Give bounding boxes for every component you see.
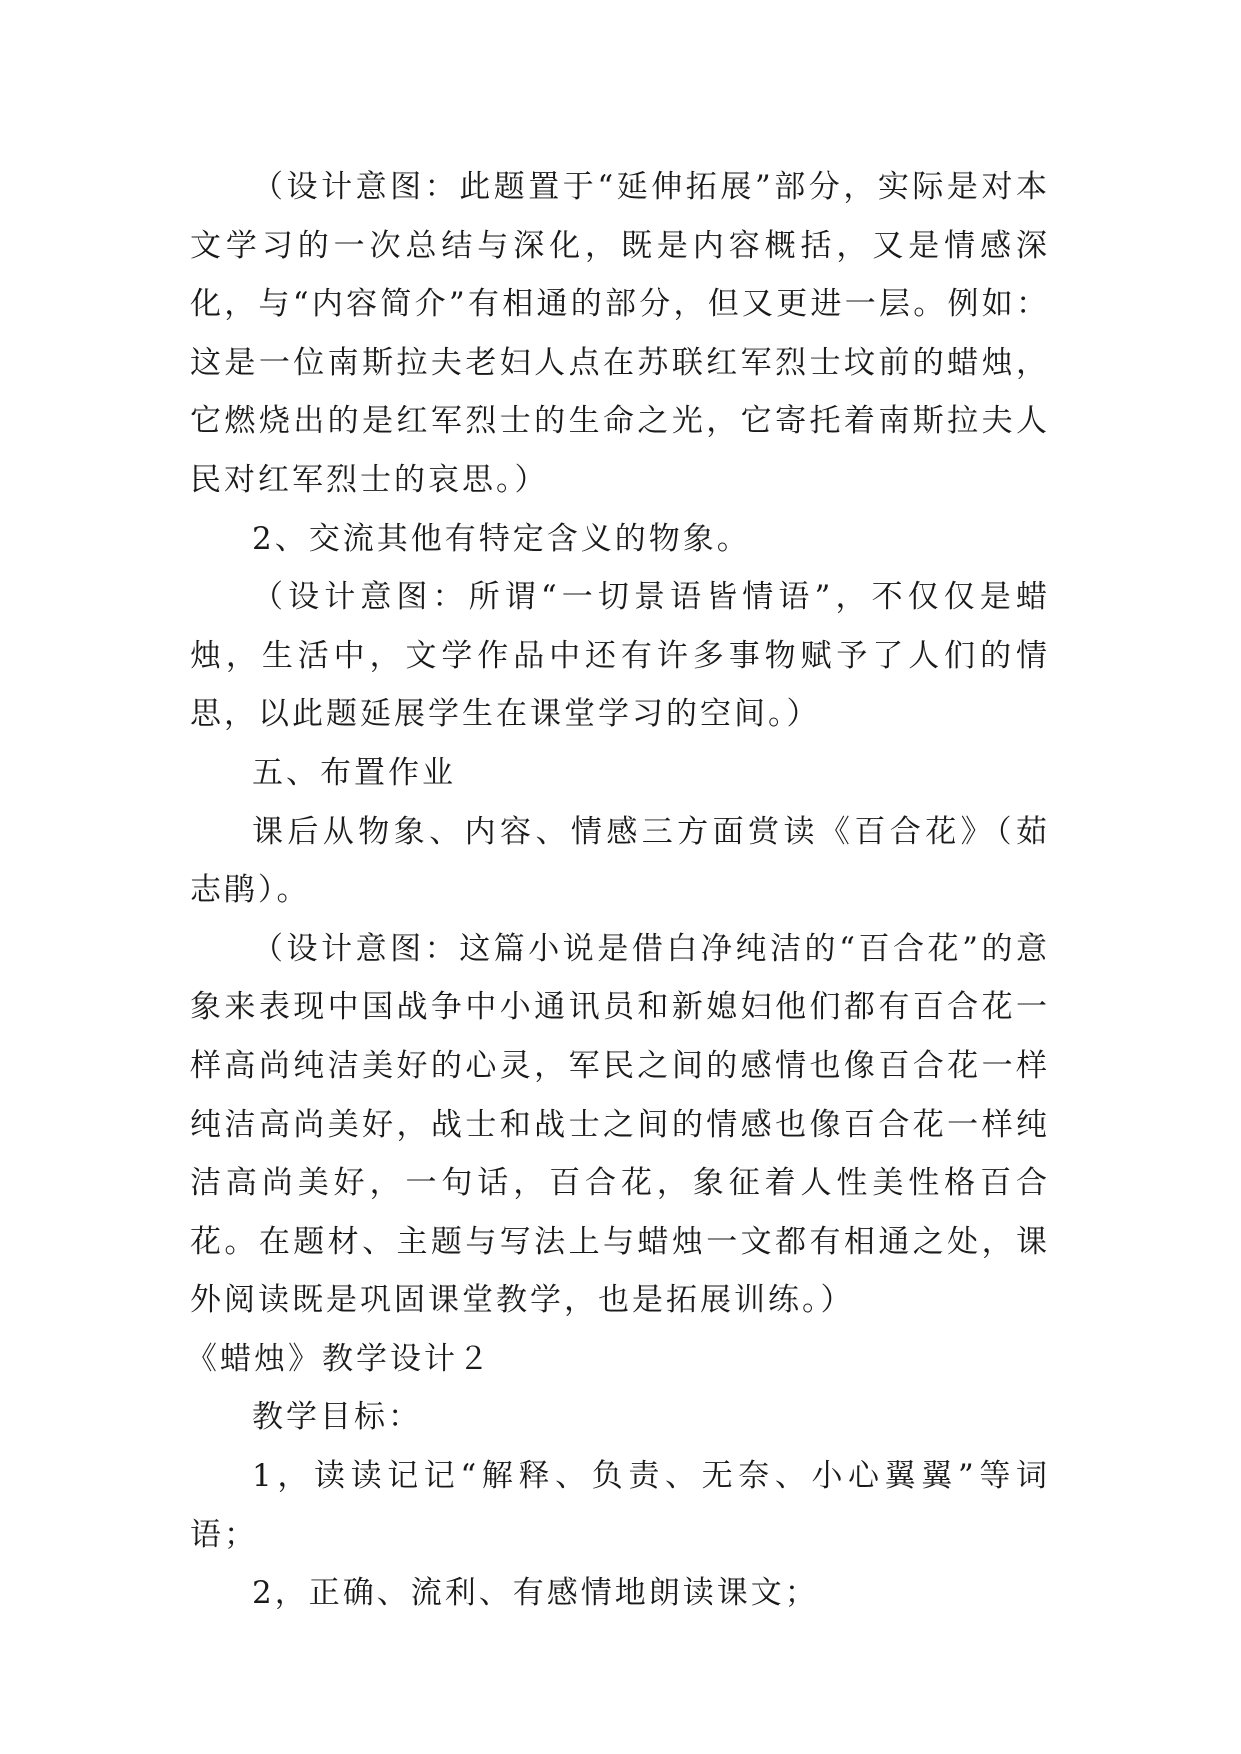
paragraph-homework-task: 课后从物象、内容、情感三方面赏读《百合花》（茹志鹃）。 [190,813,1050,909]
document-title-lesson-2: 《蜡烛》教学设计２ [186,1340,492,1377]
objective-item-1: 1，读读记记“解释、负责、无奈、小心翼翼”等词语； [190,1458,1050,1553]
objective-item-2: 2，正确、流利、有感情地朗读课文； [252,1575,819,1612]
document-body [186,158,1050,1623]
paragraph-exchange-symbols: 2、交流其他有特定含义的物象。 [252,520,751,557]
paragraph-design-intent-scenery: （设计意图：所谓“一切景语皆情语”，不仅仅是蜡烛，生活中，文学作品中还有许多事物赋予了人们的情思，以此题延展学生在课堂学习的空间。） [190,579,1050,733]
paragraph-design-intent-lily: （设计意图：这篇小说是借白净纯洁的“百合花”的意象来表现中国战争中小通讯员和新媳妇他们都有百合花一样高尚纯洁美好的心灵，军民之间的感情也像百合花一样纯洁高尚美好，战士和战士之间的情感也像百合花一样纯洁高尚美好，一句话，百合花，象征着人性美性格百合花。在题材、主题与写法上与蜡烛一文都有相通之处，课外阅读既是巩固课堂教学，也是拓展训练。） [190,930,1050,1319]
paragraph-design-intent-extension: （设计意图：此题置于“延伸拓展”部分，实际是对本文学习的一次总结与深化，既是内容概括，又是情感深化，与“内容简介”有相通的部分，但又更进一层。例如：这是一位南斯拉夫老妇人点在苏联红军烈士坟前的蜡烛，它燃烧出的是红军烈士的生命之光，它寄托着南斯拉夫人民对红军烈士的哀思。） [190,169,1050,498]
section-heading-homework: 五、布置作业 [252,754,456,791]
section-heading-objectives: 教学目标： [252,1399,422,1436]
